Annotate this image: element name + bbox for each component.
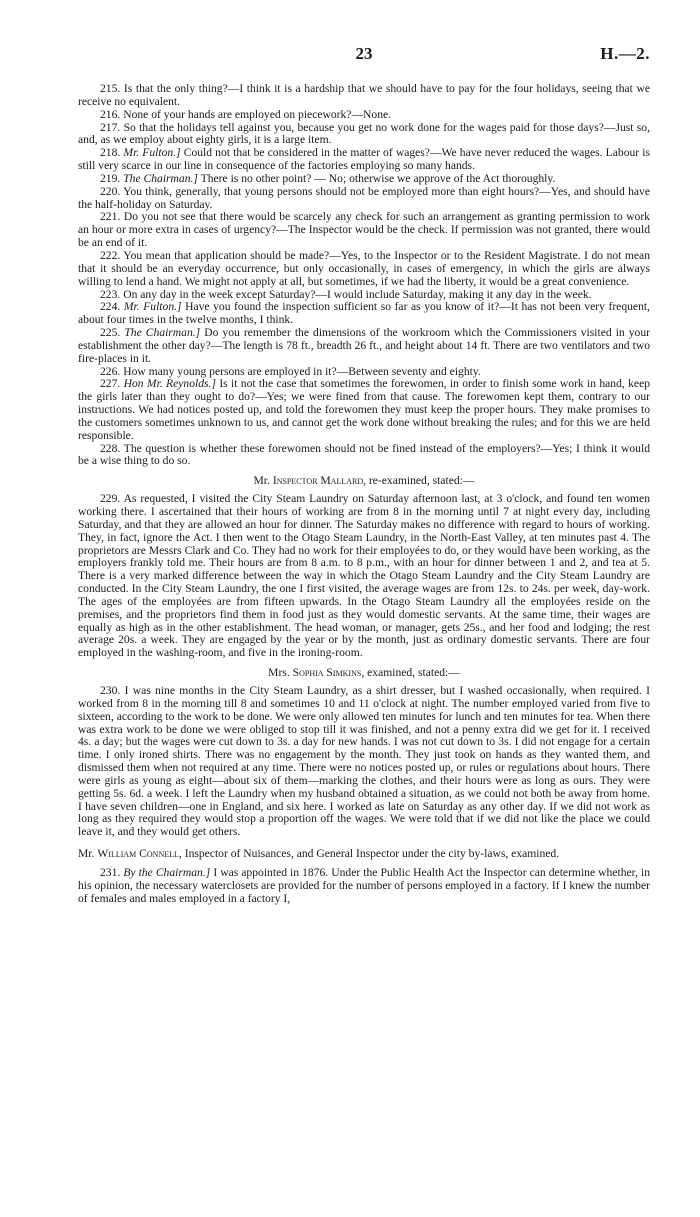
- question-number: 221.: [100, 210, 121, 224]
- paragraph-text: On any day in the week except Saturday?—I would include Saturday, making it any day in the week.: [123, 287, 592, 301]
- paragraph: [78, 211, 650, 250]
- witness-heading-simkins: [78, 667, 650, 680]
- paragraph: [78, 327, 650, 366]
- paragraph-text: The question is whether these forewomen should not be fined instead of the employers?—Yes; I think it would be a wise thing to do so.: [78, 441, 650, 468]
- paragraph: [78, 147, 650, 173]
- witness-name: William Connell: [97, 847, 179, 861]
- witness-heading-mallard: [78, 475, 650, 488]
- speaker-label: Mr. Fulton.]: [123, 146, 181, 160]
- questions-list: [78, 83, 650, 468]
- paragraph: [78, 685, 650, 839]
- paragraph-text: There is no other point? — No; otherwise we approve of the Act thoroughly.: [200, 171, 556, 185]
- paragraph-text: I was nine months in the City Steam Laundry, as a shirt dresser, but I washed occasionally, when required. I worked from 8 in the morning till 8 and sometimes 10 and 11 o'clock at night. The number employed varied from five to sixteen, according to the work to be done. We were only allowed ten minutes for lunch and ten minutes for tea. When there was extra work to be done we were obliged to stop till it was finished, and not a penny extra did we get for it. I received 4s. a day; but the wages were cut down to 3s. a day for new hands. I was not cut down to 3s. I did not engage for a certain time. I only ironed shirts. There was no engagement by the month. They just took on hands as they wanted them, and dismissed them when not required at any time. There were no notices posted up, or rules or regulations about hours. There were girls as young as eight—about six of them—marking the clothes, and their hours were as long as ours. They were getting 5s. 6d. a week. I left the Laundry when my husband obtained a situation, as we could not both be away from home. I have seven children—one in England, and six here. I worked as late on Saturday as any other day. If we did not work as long as they required they would stop a proportion off the wages. We were told that if we did not like the place we could leave it, and they would get others.: [78, 683, 650, 839]
- question-number: 215.: [100, 82, 121, 95]
- speaker-label: The Chairman.]: [124, 326, 201, 340]
- paragraph-text: You think, generally, that young persons should not be employed more than eight hours?—Yes, and should have the half-holiday on Saturday.: [78, 184, 651, 211]
- question-number: 226.: [100, 364, 121, 378]
- paragraph: [78, 186, 650, 212]
- heading-title: Mr.: [253, 474, 270, 488]
- paragraph: [78, 378, 650, 442]
- paragraph-text: Have you found the inspection sufficient so far as you know of it?—It has not been very frequent, about four times in the twelve months, I think.: [78, 300, 650, 327]
- heading-suffix: , Inspector of Nuisances, and General Inspector under the city by-laws, examined.: [178, 847, 560, 861]
- paragraph-text: As requested, I visited the City Steam Laundry on Saturday afternoon last, at 3 o'clock, and found ten women working there. I ascertained that their hours of working are from 8 in the morning until 7 at night every day, including Saturday, and that they are allowed an hour for dinner. The Saturday makes no difference with regard to hours of working. They, in fact, ignore the Act. I then went to the Otago Steam Laundry, in the North-East Valley, at ten minutes past 4. The proprietors are Messrs Clark and Co. They had no work for their employées to do, or they would have been working, as the employers frankly told me. Their hours are from 8 a.m. to 8 p.m., with an hour for dinner between 1 and 2, and tea at 5. There is a very marked difference between the way in which the Otago Steam Laundry and the City Steam Laundry are conducted. In the City Steam Laundry, the one I first visited, the average wages are from 12s. to 24s. per week, day-work. The ages of the employées are from fifteen upwards. In the Otago Steam Laundry all the employées reside on the premises, and the proprietors find them in food just as they would domestic servants. At the same time, their wages are equally as high as in the other establishment. The head woman, or manager, gets 25s., and her food and lodging; the rest average 20s. a week. They are engaged by the year or by the month, just as ordinary domestic servants. There are four employed in the washing-room, and five in the ironing-room.: [78, 492, 651, 660]
- paragraph-text: Do you not see that there would be scarcely any check for such an arrangement as granting permission to work an hour or more extra in cases of urgency?—The Inspector would be the check. If permission was not granted, there would be an end of it.: [78, 210, 650, 250]
- question-number: 228.: [100, 441, 121, 455]
- document-code: H.—2.: [600, 44, 650, 63]
- paragraph: [78, 443, 650, 469]
- paragraph: [78, 250, 650, 289]
- question-number: 219.: [100, 171, 121, 185]
- paragraph: [78, 301, 650, 327]
- page-header: [78, 44, 650, 68]
- paragraph-text: Do you remember the dimensions of the workroom which the Commissioners visited in your establishment the other day?—The length is 78 ft., breadth 26 ft., and height about 14 ft. There are two ventilators and two fire-places in it.: [78, 326, 650, 365]
- paragraph-text: How many young persons are employed in it?—Between seventy and eighty.: [123, 364, 481, 378]
- paragraph-text: I was appointed in 1876. Under the Public Health Act the Inspector can determine whether, in his opinion, the necessary waterclosets are provided for the number of persons employed in a factory. If I knew the number of females and males employed in a factory I,: [78, 865, 650, 905]
- paragraph: [78, 83, 650, 109]
- heading-title: Mrs.: [268, 666, 290, 680]
- speaker-label: Hon Mr. Reynolds.]: [123, 377, 216, 391]
- document-body: [78, 83, 650, 905]
- speaker-label: By the Chairman.]: [123, 865, 211, 879]
- paragraph: [78, 867, 650, 906]
- speaker-label: Mr. Fulton.]: [123, 300, 182, 314]
- question-number: 225.: [100, 326, 121, 340]
- paragraph-text: None of your hands are employed on piecework?—None.: [123, 107, 392, 121]
- question-number: 231.: [100, 865, 121, 879]
- question-number: 229.: [100, 492, 121, 506]
- witness-name: Sophia Simkins: [292, 666, 362, 680]
- heading-suffix: , re-examined, stated:—: [363, 474, 475, 488]
- question-number: 227.: [100, 377, 121, 391]
- witness-heading-connell: [78, 848, 650, 861]
- question-number: 224.: [100, 300, 121, 314]
- heading-title: Mr.: [78, 847, 95, 861]
- question-number: 220.: [100, 184, 121, 198]
- paragraph-text: You mean that application should be made?—Yes, to the Inspector or to the Resident Magistrate. I do not mean that it should be an everyday occurrence, but only occasionally, in cases of emergency, in which the girls are always willing to lend a hand. We might not apply at all, but sometimes, if we had the liberty, it would be a great convenience.: [78, 248, 650, 288]
- paragraph-text: Is it not the case that sometimes the forewomen, in order to finish some work in hand, keep the girls later than they ought to do?—Yes; we were fined from that cause. The forewomen kept them, contrary to our instructions. We had notices posted up, and told the forewomen they must keep the proper hours. They make promises to the customers sometimes unknown to us, and cannot get the work done without breaking the rules; and for this we are held responsible.: [78, 377, 651, 442]
- speaker-label: The Chairman.]: [123, 171, 198, 185]
- heading-suffix: , examined, stated:—: [361, 666, 460, 680]
- paragraph-text: So that the holidays tell against you, because you get no work done for the wages paid for those days?—Just so, and, as we employ about eighty girls, it is a large item.: [78, 120, 650, 147]
- question-number: 217.: [100, 120, 121, 134]
- page-number: 23: [355, 44, 373, 63]
- question-number: 218.: [100, 146, 121, 160]
- paragraph-text: Could not that be considered in the matter of wages?—We have never reduced the wages. Labour is still very scarce in our line in consequence of the factories employing so many hands.: [78, 146, 650, 173]
- paragraph: [78, 493, 650, 660]
- question-number: 222.: [100, 248, 121, 262]
- question-number: 230.: [100, 683, 121, 697]
- witness-name: Inspector Mallard: [272, 474, 364, 488]
- question-number: 216.: [100, 107, 121, 121]
- question-number: 223.: [100, 287, 121, 301]
- paragraph-text: Is that the only thing?—I think it is a hardship that we should have to pay for the four holidays, seeing that we receive no equivalent.: [78, 82, 650, 108]
- paragraph: [78, 122, 650, 148]
